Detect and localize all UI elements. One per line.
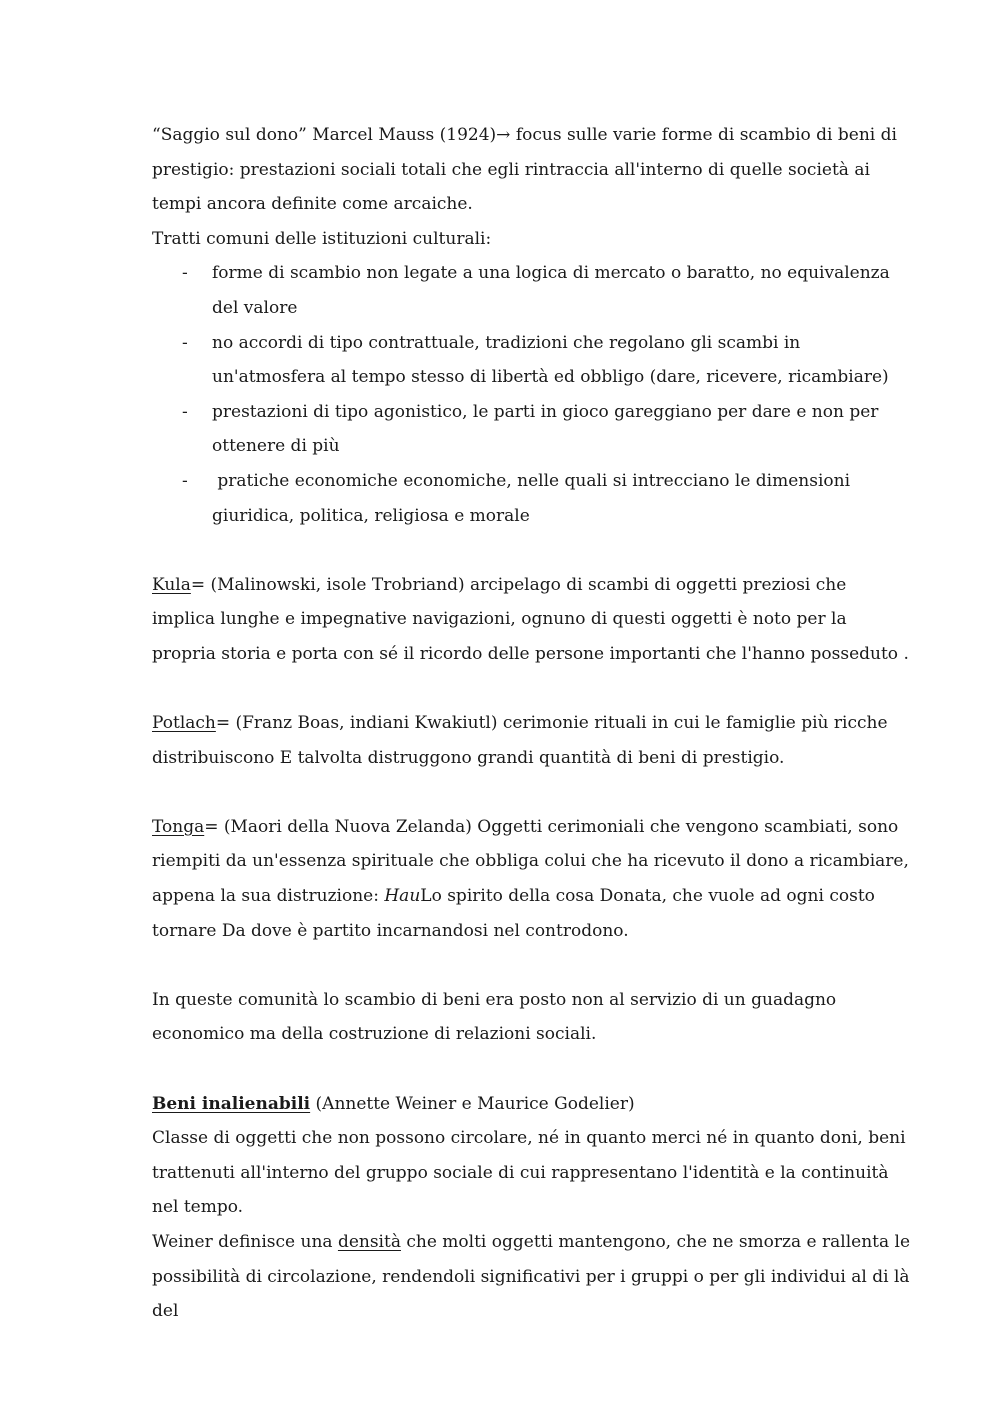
weiner-paragraph: Weiner definisce una densità che molti oggetti mantengono, che ne smorza e rallenta le possibilità di circolazione, rendendoli significativi per i gruppi o per gli individui al di là del <box>152 1232 916 1322</box>
beni-title: Beni inalienabili <box>152 1093 311 1114</box>
beni-definition: Classe di oggetti che non possono circolare, né in quanto merci né in quanto doni, beni trattenuti all'interno del gruppo sociale di cui rappresentano l'identità e la continuità nel tempo. <box>152 1128 906 1218</box>
comunita-paragraph: In queste comunità lo scambio di beni era posto non al servizio di un guadagno economico ma della costruzione di relazioni sociali. <box>152 989 837 1045</box>
beni-heading: Beni inalienabili (Annette Weiner e Maurice Godelier) <box>152 1093 635 1114</box>
spacer <box>152 1052 912 1087</box>
list-item: - pratiche economiche economiche, nelle quali si intrecciano le dimensioni giuridica, politica, religiosa e morale <box>152 464 912 533</box>
dash-bullet: - <box>182 332 188 353</box>
spacer <box>152 948 912 983</box>
densita-term: densità <box>337 1232 401 1252</box>
list-item: - forme di scambio non legate a una logica di mercato o baratto, no equivalenza del valore <box>152 256 912 325</box>
tratti-heading: Tratti comuni delle istituzioni culturali: <box>152 228 492 249</box>
hau-term: Hau <box>384 886 421 907</box>
potlach-term: Potlach <box>152 713 216 734</box>
document-page <box>152 118 916 1329</box>
dash-bullet: - <box>182 401 188 422</box>
kula-term: Kula <box>152 574 191 595</box>
list-item: - no accordi di tipo contrattuale, tradizioni che regolano gli scambi in un'atmosfera al tempo stesso di libertà ed obbligo (dare, ricevere, ricambiare) <box>152 326 912 395</box>
list-item: - prestazioni di tipo agonistico, le parti in gioco gareggiano per dare e non per ottenere di più <box>152 395 912 464</box>
spacer <box>152 672 912 707</box>
kula-paragraph: Kula= (Malinowski, isole Trobriand) arcipelago di scambi di oggetti preziosi che implica lunghe e impegnative navigazioni, ognuno di questi oggetti è noto per la propria storia e porta con sé il ricordo delle persone importanti che l'hanno posseduto . <box>152 574 909 664</box>
intro-paragraph: “Saggio sul dono” Marcel Mauss (1924)→ focus sulle varie forme di scambio di beni di prestigio: prestazioni sociali totali che egli rintraccia all'interno di quelle società ai tempi ancora definite come arcaiche. <box>152 125 897 215</box>
dash-bullet: - <box>182 263 188 284</box>
spacer <box>152 775 912 810</box>
tonga-term: Tonga <box>152 816 205 837</box>
dash-bullet: - <box>182 470 188 491</box>
spacer <box>152 533 912 568</box>
tratti-list <box>152 256 912 533</box>
tonga-paragraph: Tonga= (Maori della Nuova Zelanda) Oggetti cerimoniali che vengono scambiati, sono riempiti da un'essenza spirituale che obbliga colui che ha ricevuto il dono a ricambiare, appena la sua distruzione: HauLo spirito della cosa Donata, che vuole ad ogni costo tornare Da dove è partito incarnandosi nel controdono. <box>152 816 909 941</box>
potlach-paragraph: Potlach= (Franz Boas, indiani Kwakiutl) cerimonie rituali in cui le famiglie più ricche distribuiscono E talvolta distruggono grandi quantità di beni di prestigio. <box>152 713 888 768</box>
